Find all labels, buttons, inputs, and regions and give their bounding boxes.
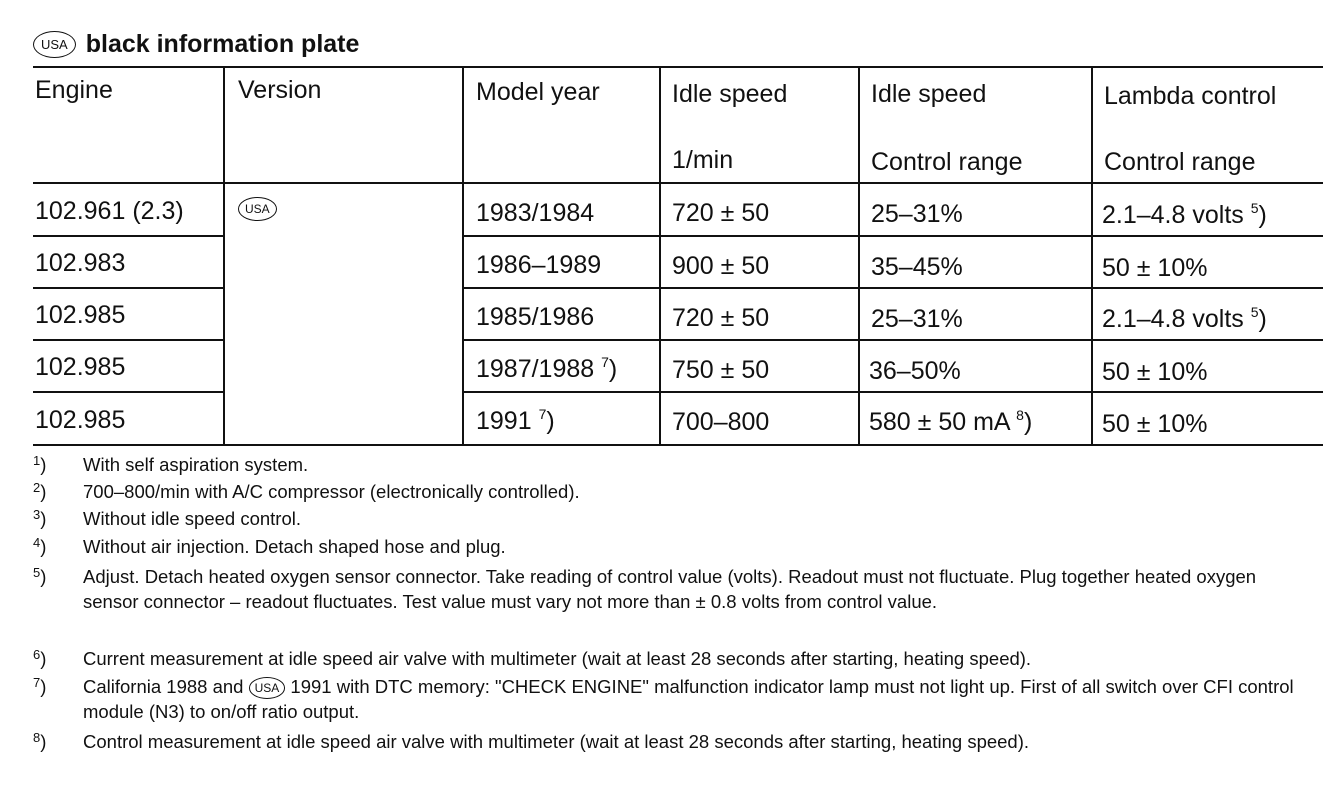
row-3-idle-speed: 720 ± 50 xyxy=(672,304,770,332)
row-2-idle-speed: 900 ± 50 xyxy=(672,252,770,280)
row-3-idle-range: 25–31% xyxy=(871,305,963,333)
row-5-idle-range: 580 ± 50 mA $^8$) xyxy=(869,407,1033,436)
row-4-model-year: 1987/1988 $^7$) xyxy=(476,354,618,383)
header-idle-speed-unit: 1/min xyxy=(672,146,734,174)
version-usa-icon: USA xyxy=(238,194,277,223)
row-divider-2 xyxy=(462,287,1323,289)
col-divider-1 xyxy=(223,66,225,446)
row-3-model-year: 1985/1986 xyxy=(476,303,595,331)
row-5-idle-speed: 700–800 xyxy=(672,408,770,436)
header-idle-speed: Idle speed xyxy=(672,80,788,108)
header-lambda-control-range: Control range xyxy=(1104,148,1256,176)
row-1-idle-speed: 720 ± 50 xyxy=(672,199,770,227)
row-4-idle-speed: 750 ± 50 xyxy=(672,356,770,384)
row-5-model-year: 1991 $^7$) xyxy=(476,406,555,435)
row-4-engine: 102.985 xyxy=(35,353,126,381)
header-engine: Engine xyxy=(35,76,113,104)
title-text: black information plate xyxy=(85,29,360,58)
row-4-idle-range: 36–50% xyxy=(869,357,961,385)
col-divider-4 xyxy=(858,66,860,446)
row-1-engine: 102.961 (2.3) xyxy=(35,197,184,225)
row-2-model-year: 1986–1989 xyxy=(476,251,602,279)
usa-badge-icon: USA xyxy=(33,31,76,58)
row-4-lambda: 50 ± 10% xyxy=(1102,358,1208,386)
row-1-lambda: 2.1–4.8 volts $^5$) xyxy=(1102,200,1267,229)
col-divider-3 xyxy=(659,66,661,446)
header-version: Version xyxy=(238,76,322,104)
row-2-engine: 102.983 xyxy=(35,249,126,277)
row-divider-1 xyxy=(462,235,1323,237)
table-header-border xyxy=(33,182,1323,184)
row-divider-3 xyxy=(462,339,1323,341)
row-divider-engine-1 xyxy=(33,235,223,237)
row-divider-engine-3 xyxy=(33,339,223,341)
header-idle-speed-control-range: Control range xyxy=(871,148,1023,176)
header-model-year: Model year xyxy=(476,78,600,106)
row-2-idle-range: 35–45% xyxy=(871,253,963,281)
col-divider-5 xyxy=(1091,66,1093,446)
col-divider-2 xyxy=(462,66,464,446)
usa-inline-icon: USA xyxy=(249,677,286,699)
spec-table xyxy=(33,66,1323,446)
table-bottom-border xyxy=(33,444,1323,446)
row-1-idle-range: 25–31% xyxy=(871,200,963,228)
row-3-lambda: 2.1–4.8 volts $^5$) xyxy=(1102,304,1267,333)
table-top-border xyxy=(33,66,1323,68)
row-divider-4 xyxy=(462,391,1323,393)
header-idle-speed-control: Idle speed xyxy=(871,80,987,108)
row-2-lambda: 50 ± 10% xyxy=(1102,254,1208,282)
page-title xyxy=(33,26,359,62)
row-1-model-year: 1983/1984 xyxy=(476,199,595,227)
header-lambda-control: Lambda control xyxy=(1104,82,1277,110)
row-5-engine: 102.985 xyxy=(35,406,126,434)
row-divider-engine-4 xyxy=(33,391,223,393)
row-divider-engine-2 xyxy=(33,287,223,289)
row-3-engine: 102.985 xyxy=(35,301,126,329)
row-5-lambda: 50 ± 10% xyxy=(1102,410,1208,438)
